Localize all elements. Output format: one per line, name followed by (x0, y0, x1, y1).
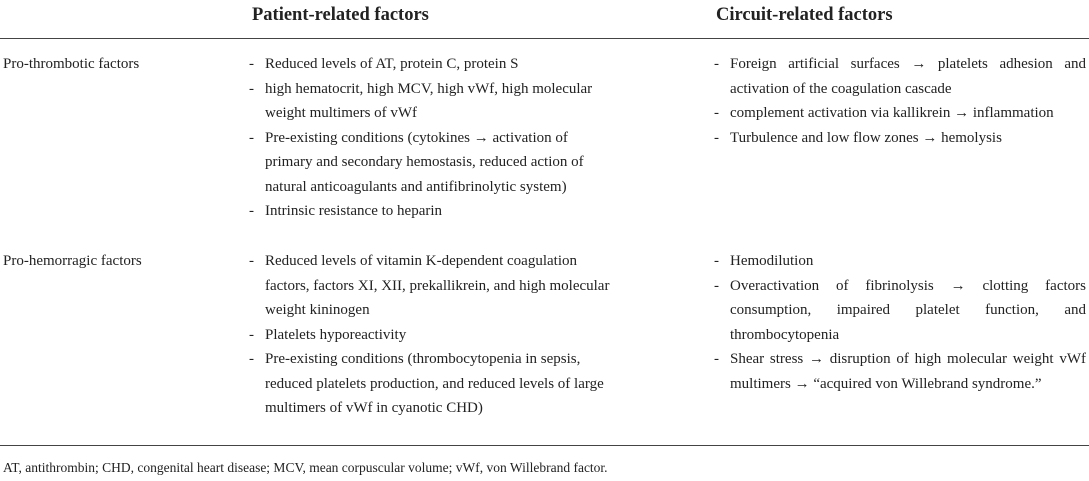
pro-hemorragic-patient-list (249, 249, 624, 421)
list-item-text: high hematocrit, high MCV, high vWf, high molecular weight multimers of vWf (265, 80, 593, 121)
table-bottom-rule (0, 445, 1089, 446)
list-item (249, 199, 619, 224)
list-item (249, 52, 619, 77)
list-item (714, 249, 1086, 274)
bullet-dash: - (714, 105, 719, 121)
table-footnote: AT, antithrombin; CHD, congenital heart disease; MCV, mean corpuscular volume; vWf, von Willebrand factor. (3, 460, 608, 475)
header-divider (0, 38, 1089, 39)
header-patient-related: Patient-related factors (252, 5, 429, 25)
list-item (714, 347, 1086, 396)
list-item (249, 126, 619, 200)
header-circuit-related: Circuit-related factors (716, 5, 893, 25)
list-item (714, 101, 1086, 126)
list-item (249, 249, 624, 323)
bullet-dash: - (249, 351, 254, 367)
row-label-pro-hemorragic: Pro-hemorragic factors (3, 253, 142, 269)
list-item (714, 126, 1086, 151)
list-item-text: Intrinsic resistance to heparin (265, 203, 443, 219)
list-item-text: Reduced levels of AT, protein C, protein S (265, 56, 519, 72)
list-item-text: Pre-existing conditions (thrombocytopenia in sepsis, reduced platelets production, and reduced levels of large multimers of vWf in cyanotic CHD) (265, 351, 604, 416)
list-item-text: Reduced levels of vitamin K-dependent coagulation factors, factors XI, XII, prekallikrein, and high molecular weight kininogen (265, 253, 610, 318)
list-item-text: Shear stress → disruption of high molecular weight vWf multimers → “acquired von Willebrand syndrome.” (730, 351, 1086, 392)
bullet-dash: - (714, 351, 719, 367)
list-item (249, 77, 619, 126)
bullet-dash: - (714, 56, 719, 72)
bullet-dash: - (249, 253, 254, 269)
bullet-dash: - (249, 203, 254, 219)
list-item-text: Pre-existing conditions (cytokines → activation of primary and secondary hemostasis, reduced action of natural anticoagulants and antifibrinolytic system) (265, 129, 584, 195)
pro-hemorragic-circuit-list (714, 249, 1086, 396)
list-item (249, 347, 624, 421)
list-item-text: Platelets hyporeactivity (265, 326, 407, 343)
list-item-text: Turbulence and low flow zones → hemolysis (730, 129, 1002, 146)
bullet-dash: - (249, 80, 254, 97)
row-label-pro-thrombotic: Pro-thrombotic factors (3, 56, 140, 72)
bullet-dash: - (249, 326, 254, 343)
pro-thrombotic-circuit-list (714, 52, 1086, 150)
bullet-dash: - (714, 129, 719, 146)
list-item (249, 323, 624, 348)
list-item-text: Hemodilution (730, 253, 814, 269)
bullet-dash: - (249, 56, 254, 72)
list-item (714, 52, 1086, 101)
list-item-text: complement activation via kallikrein → inflammation (730, 105, 1054, 121)
bullet-dash: - (714, 253, 719, 269)
bullet-dash: - (249, 129, 254, 146)
list-item-text: Overactivation of fibrinolysis → clotting factors consumption, impaired platelet function, and thrombocytopenia (730, 277, 1086, 343)
list-item-text: Foreign artificial surfaces → platelets adhesion and activation of the coagulation cascade (730, 56, 1086, 97)
pro-thrombotic-patient-list (249, 52, 619, 224)
list-item (714, 274, 1086, 348)
bullet-dash: - (714, 277, 719, 294)
